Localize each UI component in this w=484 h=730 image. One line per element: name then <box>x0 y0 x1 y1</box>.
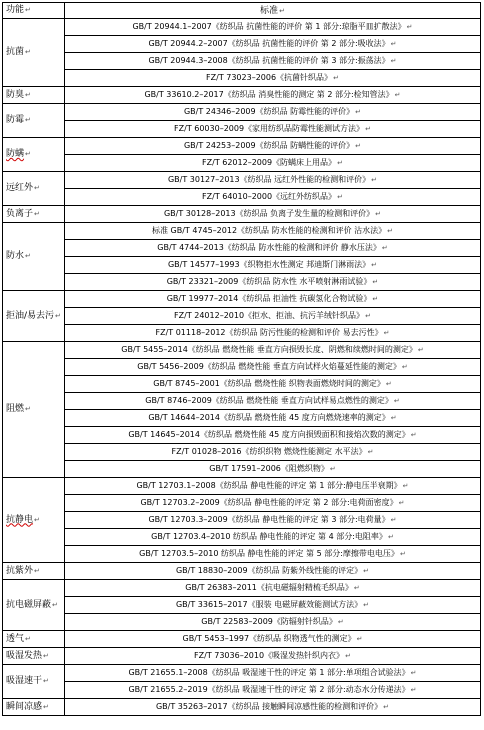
table-row <box>3 53 481 70</box>
table-row <box>3 19 481 36</box>
paragraph-mark: ↵ <box>43 677 49 685</box>
paragraph-mark: ↵ <box>25 6 31 14</box>
table-row <box>3 104 481 121</box>
standard-text: FZ/T 24012–2010《拒水、拒油、抗污羊绒针织品》 <box>174 311 365 320</box>
paragraph-mark: ↵ <box>375 210 382 218</box>
paragraph-mark: ↵ <box>43 651 49 660</box>
paragraph-mark: ↵ <box>355 142 362 150</box>
standard-text: FZ/T 73036–2010《吸湿发热针织内衣》 <box>194 651 345 660</box>
standard-cell[interactable] <box>65 393 481 410</box>
paragraph-mark: ↵ <box>43 702 49 711</box>
paragraph-mark: ↵ <box>371 261 378 269</box>
standard-cell[interactable] <box>65 444 481 461</box>
category-cell[interactable] <box>3 223 65 291</box>
standard-cell[interactable] <box>65 342 481 359</box>
standard-text: GB/T 20944.3–2008《纺织品 抗菌性能的评价 第 3 部分:振荡法》 <box>148 56 390 65</box>
category-label: 抗电磁屏蔽 <box>6 599 52 610</box>
header-standard-label: 标准 <box>260 5 279 16</box>
category-cell[interactable] <box>3 291 65 342</box>
table-row <box>3 121 481 138</box>
paragraph-mark: ↵ <box>353 584 360 592</box>
standard-text: FZ/T 01028–2016《纺织织物 燃烧性能测定 水平法》 <box>171 447 367 456</box>
standard-cell[interactable] <box>65 138 481 155</box>
table-row <box>3 138 481 155</box>
table-row <box>3 597 481 614</box>
table-row <box>3 274 481 291</box>
table-row <box>3 36 481 53</box>
standard-cell[interactable] <box>65 478 481 495</box>
category-label: 阻燃 <box>6 404 25 414</box>
table-row <box>3 631 481 648</box>
standard-text: 标准 GB/T 4745–2012《纺织品 防水性能的检测和评价 沾水法》 <box>151 226 387 235</box>
standard-cell[interactable] <box>65 206 481 223</box>
category-label: 抗静电 <box>6 514 34 525</box>
paragraph-mark: ↵ <box>417 346 424 354</box>
table-row <box>3 461 481 478</box>
standards-table <box>2 2 481 716</box>
table-row <box>3 580 481 597</box>
standard-text: GB/T 35263–2017《纺织品 接触瞬间凉感性能的检测和评价》 <box>155 702 383 711</box>
table-row <box>3 393 481 410</box>
paragraph-mark: ↵ <box>372 278 379 286</box>
paragraph-mark: ↵ <box>55 311 61 320</box>
standard-cell[interactable] <box>65 665 481 682</box>
category-cell[interactable] <box>3 342 65 478</box>
standard-text: FZ/T 64010–2000《远红外纺织品》 <box>202 192 337 201</box>
standard-cell[interactable] <box>65 529 481 546</box>
paragraph-mark: ↵ <box>355 108 362 116</box>
table-row <box>3 325 481 342</box>
category-label: 防螨 <box>6 149 25 159</box>
category-cell[interactable] <box>3 631 65 648</box>
standard-text: GB/T 20944.1–2007《纺织品 抗菌性能的评价 第 1 部分:琼脂平皿扩散法》 <box>132 22 406 31</box>
standard-text: FZ/T 60030–2009《家用纺织品防霉性能测试方法》 <box>174 124 365 133</box>
standard-text: GB/T 33610.2–2017《纺织品 消臭性能的测定 第 2 部分:检知管法》 <box>144 90 394 99</box>
table-row <box>3 189 481 206</box>
paragraph-mark: ↵ <box>410 669 417 677</box>
category-cell[interactable] <box>3 206 65 223</box>
table-row <box>3 512 481 529</box>
table-row <box>3 563 481 580</box>
standard-cell[interactable] <box>65 189 481 206</box>
standard-text: FZ/T 62012–2009《防螨床上用品》 <box>202 158 337 167</box>
paragraph-mark: ↵ <box>410 686 417 694</box>
paragraph-mark: ↵ <box>356 635 363 643</box>
paragraph-mark: ↵ <box>345 652 351 660</box>
table-row <box>3 291 481 308</box>
standard-cell[interactable] <box>65 121 481 138</box>
header-row <box>3 3 481 19</box>
table-row <box>3 682 481 699</box>
table-row <box>3 699 481 716</box>
standard-text: GB/T 8745–2001《纺织品 燃烧性能 织物表面燃烧时间的测定》 <box>153 379 385 388</box>
category-label: 抗紫外 <box>6 565 34 576</box>
header-function-label: 功能 <box>6 5 25 15</box>
standard-cell[interactable] <box>65 359 481 376</box>
standard-cell[interactable] <box>65 376 481 393</box>
paragraph-mark: ↵ <box>337 618 344 626</box>
table-row <box>3 308 481 325</box>
paragraph-mark: ↵ <box>337 193 343 201</box>
paragraph-mark: ↵ <box>399 550 406 558</box>
paragraph-mark: ↵ <box>52 600 58 609</box>
paragraph-mark: ↵ <box>371 176 378 184</box>
category-label: 防水 <box>6 251 25 261</box>
paragraph-mark: ↵ <box>406 23 413 31</box>
paragraph-mark: ↵ <box>410 431 417 439</box>
standard-cell[interactable] <box>65 410 481 427</box>
paragraph-mark: ↵ <box>398 499 405 507</box>
paragraph-mark: ↵ <box>372 295 379 303</box>
paragraph-mark: ↵ <box>25 634 31 643</box>
header-standard[interactable] <box>65 3 481 19</box>
standard-text: GB/T 5453–1997《纺织品 织物透气性的测定》 <box>182 634 356 643</box>
standard-text: GB/T 24253–2009《纺织品 防螨性能的评价》 <box>183 141 355 150</box>
standard-cell[interactable] <box>65 274 481 291</box>
category-label: 吸湿速干 <box>6 676 43 686</box>
standard-text: GB/T 12703.2–2009《纺织品 静电性能的评定 第 2 部分:电荷面密度》 <box>140 498 398 507</box>
standard-cell[interactable] <box>65 291 481 308</box>
standard-cell[interactable] <box>65 614 481 631</box>
paragraph-mark: ↵ <box>34 515 40 524</box>
standard-text: GB/T 26383–2011《抗电磁辐射精梳毛织品》 <box>185 583 353 592</box>
standard-text: GB/T 23321–2009《纺织品 防水性 水平喷射淋雨试验》 <box>166 277 372 286</box>
standard-text: GB/T 14644–2014《纺织品 燃烧性能 45 度方向燃烧速率的测定》 <box>148 413 390 422</box>
category-cell[interactable] <box>3 19 65 87</box>
standard-text: GB/T 30127–2013《纺织品 远红外性能的检测和评价》 <box>167 175 371 184</box>
standard-text: GB/T 22583–2009《防辐射针织品》 <box>201 617 337 626</box>
table-row <box>3 155 481 172</box>
paragraph-mark: ↵ <box>363 567 370 575</box>
paragraph-mark: ↵ <box>333 74 339 82</box>
category-cell[interactable] <box>3 87 65 104</box>
paragraph-mark: ↵ <box>25 90 31 99</box>
category-label: 防臭 <box>6 89 25 100</box>
table-row <box>3 240 481 257</box>
standard-cell[interactable] <box>65 512 481 529</box>
paragraph-mark: ↵ <box>25 48 31 56</box>
standard-text: GB/T 30128–2013《纺织品 负离子发生量的检测和评价》 <box>163 209 375 218</box>
paragraph-mark: ↵ <box>390 40 397 48</box>
table-row <box>3 665 481 682</box>
standard-text: GB/T 24346–2009《纺织品 防霉性能的评价》 <box>183 107 355 116</box>
paragraph-mark: ↵ <box>34 566 40 575</box>
category-label: 负离子 <box>6 208 34 219</box>
category-label: 远红外 <box>6 183 34 193</box>
paragraph-mark: ↵ <box>34 209 40 218</box>
category-label: 防霉 <box>6 115 25 125</box>
paragraph-mark: ↵ <box>367 448 374 456</box>
paragraph-mark: ↵ <box>387 227 394 235</box>
standard-text: GB/T 12703.1–2008《纺织品 静电性能的评定 第 1 部分:静电压半衰期》 <box>136 481 402 490</box>
table-row <box>3 376 481 393</box>
table-row <box>3 648 481 665</box>
paragraph-mark: ↵ <box>387 533 394 541</box>
standard-text: FZ/T 73023–2006《抗菌针织品》 <box>206 73 333 82</box>
standard-text: GB/T 21655.1–2008《纺织品 吸湿速干性的评定 第 1 部分:单项组合试验法》 <box>128 668 410 677</box>
paragraph-mark: ↵ <box>390 414 397 422</box>
paragraph-mark: ↵ <box>393 397 400 405</box>
standard-text: GB/T 14645–2014《纺织品 燃烧性能 45 度方向损毁面积和接焰次数的测定》 <box>128 430 410 439</box>
standard-cell[interactable] <box>65 461 481 478</box>
standard-cell[interactable] <box>65 172 481 189</box>
category-label: 透气 <box>6 633 25 644</box>
standard-cell[interactable] <box>65 597 481 614</box>
standard-cell[interactable] <box>65 495 481 512</box>
standard-text: GB/T 12703.4–2010 纺织品 静电性能的评定 第 4 部分:电阻率》 <box>151 532 387 541</box>
table-row <box>3 206 481 223</box>
table-row <box>3 529 481 546</box>
standard-cell[interactable] <box>65 631 481 648</box>
paragraph-mark: ↵ <box>34 184 40 192</box>
paragraph-mark: ↵ <box>401 363 408 371</box>
paragraph-mark: ↵ <box>390 57 397 65</box>
category-label: 抗菌 <box>6 47 25 57</box>
standard-cell[interactable] <box>65 104 481 121</box>
table-row <box>3 427 481 444</box>
standard-text: GB/T 19977–2014《纺织品 拒油性 抗碳氢化合物试验》 <box>166 294 372 303</box>
standards-document <box>2 2 480 716</box>
paragraph-mark: ↵ <box>394 91 401 99</box>
paragraph-mark: ↵ <box>365 125 371 133</box>
standard-cell[interactable] <box>65 36 481 53</box>
table-row <box>3 359 481 376</box>
category-label: 瞬间凉感 <box>6 701 43 712</box>
standard-cell[interactable] <box>65 427 481 444</box>
table-row <box>3 410 481 427</box>
category-cell[interactable] <box>3 478 65 563</box>
paragraph-mark: ↵ <box>25 116 31 124</box>
standard-text: GB/T 5456–2009《纺织品 燃烧性能 垂直方向试样火焰蔓延性能的测定》 <box>137 362 401 371</box>
paragraph-mark: ↵ <box>402 482 409 490</box>
table-row <box>3 223 481 240</box>
standard-text: GB/T 5455–2014《纺织品 燃烧性能 垂直方向损毁长度、阴燃和续燃时间的测定》 <box>121 345 417 354</box>
paragraph-mark: ↵ <box>383 703 390 711</box>
standard-cell[interactable] <box>65 155 481 172</box>
standard-cell[interactable] <box>65 223 481 240</box>
category-cell[interactable] <box>3 138 65 172</box>
table-row <box>3 444 481 461</box>
paragraph-mark: ↵ <box>385 380 392 388</box>
category-cell[interactable] <box>3 104 65 138</box>
standard-cell[interactable] <box>65 87 481 104</box>
standard-text: GB/T 21655.2–2019《纺织品 吸湿速干性的评定 第 2 部分:动态水分传递法》 <box>128 685 410 694</box>
standard-cell[interactable] <box>65 70 481 87</box>
paragraph-mark: ↵ <box>279 6 285 15</box>
standard-text: GB/T 33615–2017《服装 电磁屏蔽效能测试方法》 <box>175 600 363 609</box>
table-row <box>3 87 481 104</box>
standard-cell[interactable] <box>65 648 481 665</box>
standard-cell[interactable] <box>65 308 481 325</box>
standard-cell[interactable] <box>65 682 481 699</box>
table-row <box>3 478 481 495</box>
category-label: 吸湿发热 <box>6 650 43 661</box>
standard-cell[interactable] <box>65 580 481 597</box>
category-cell[interactable] <box>3 172 65 206</box>
table-row <box>3 546 481 563</box>
paragraph-mark: ↵ <box>381 244 388 252</box>
table-row <box>3 257 481 274</box>
standard-cell[interactable] <box>65 257 481 274</box>
table-row <box>3 172 481 189</box>
standard-cell[interactable] <box>65 699 481 716</box>
standard-text: GB/T 12703.3–2009《纺织品 静电性能的评定 第 3 部分:电荷量》 <box>148 515 390 524</box>
table-row <box>3 342 481 359</box>
standard-cell[interactable] <box>65 546 481 563</box>
table-row <box>3 614 481 631</box>
standard-text: GB/T 12703.5–2010 纺织品 静电性能的评定 第 5 部分:摩擦带电电压》 <box>139 549 399 558</box>
standard-cell[interactable] <box>65 19 481 36</box>
standard-text: GB/T 14577–1993《织物拒水性测定 邦迪斯门淋雨法》 <box>167 260 371 269</box>
paragraph-mark: ↵ <box>390 516 397 524</box>
category-cell[interactable] <box>3 665 65 699</box>
header-function[interactable] <box>3 3 65 19</box>
paragraph-mark: ↵ <box>363 601 370 609</box>
table-row <box>3 70 481 87</box>
standard-cell[interactable] <box>65 563 481 580</box>
standard-cell[interactable] <box>65 325 481 342</box>
standard-text: FZ/T 01118–2012《纺织品 防污性能的检测和评价 易去污性》 <box>155 328 383 337</box>
standard-cell[interactable] <box>65 53 481 70</box>
category-cell[interactable] <box>3 580 65 631</box>
standard-text: GB/T 20944.2–2007《纺织品 抗菌性能的评价 第 2 部分:吸收法》 <box>148 39 390 48</box>
standard-text: GB/T 17591–2006《阻燃织物》 <box>209 464 329 473</box>
standard-cell[interactable] <box>65 240 481 257</box>
paragraph-mark: ↵ <box>25 252 31 260</box>
category-cell[interactable] <box>3 563 65 580</box>
standard-text: GB/T 4744–2013《纺织品 防水性能的检测和评价 静水压法》 <box>157 243 381 252</box>
category-label: 拒油/易去污 <box>6 310 55 321</box>
paragraph-mark: ↵ <box>337 159 343 167</box>
paragraph-mark: ↵ <box>365 312 371 320</box>
standard-text: GB/T 18830–2009《纺织品 防紫外线性能的评定》 <box>175 566 363 575</box>
paragraph-mark: ↵ <box>25 150 31 158</box>
table-row <box>3 495 481 512</box>
paragraph-mark: ↵ <box>25 405 31 413</box>
category-cell[interactable] <box>3 699 65 716</box>
paragraph-mark: ↵ <box>329 465 336 473</box>
category-cell[interactable] <box>3 648 65 665</box>
paragraph-mark: ↵ <box>383 329 390 337</box>
standard-text: GB/T 8746–2009《纺织品 燃烧性能 垂直方向试样易点燃性的测定》 <box>145 396 393 405</box>
